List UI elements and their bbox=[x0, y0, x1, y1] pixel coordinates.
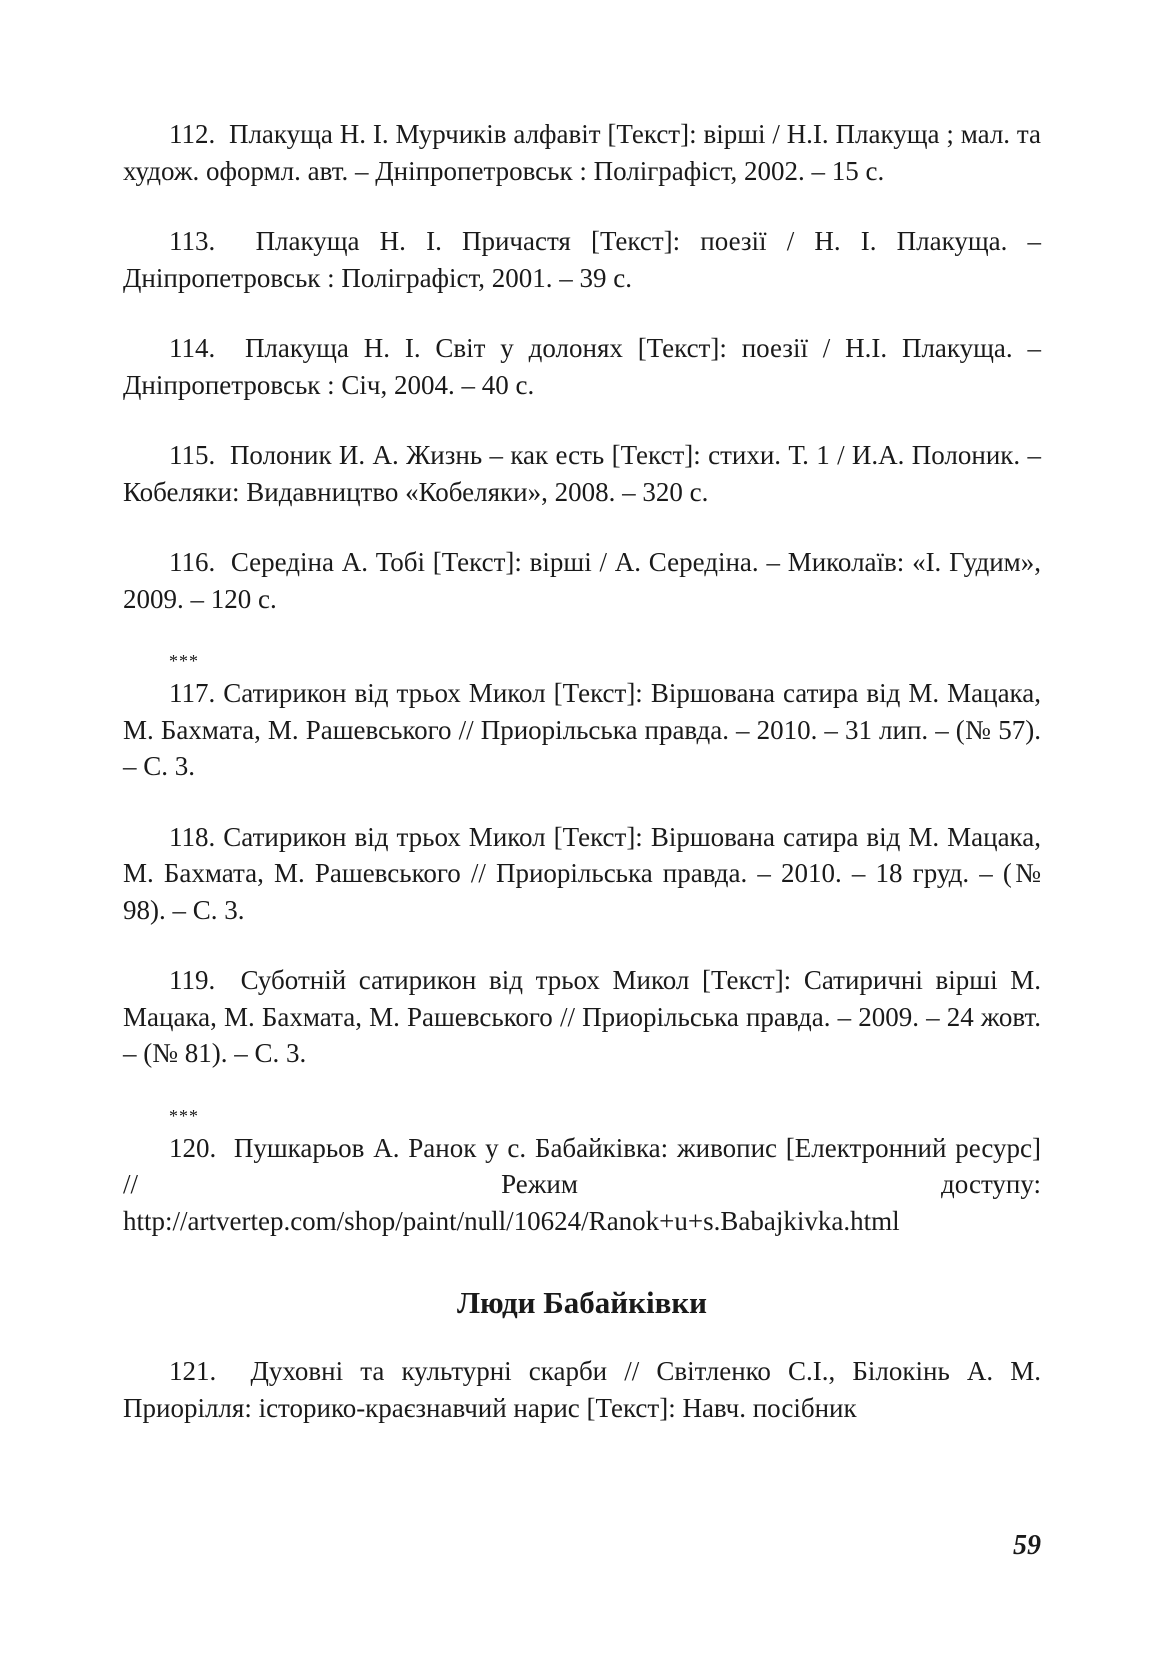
entry-text: Плакуща Н. І. Причастя [Текст]: поезії / Н. І. Плакуща. – Дніпропетровськ : Поліграфіст, 2001. – 39 с. bbox=[123, 226, 1042, 293]
bibliography-entry-116 bbox=[123, 544, 1041, 617]
bibliography-entry-118 bbox=[123, 819, 1041, 929]
entry-number: 115. bbox=[169, 440, 216, 470]
entry-text: Сатирикон від трьох Микол [Текст]: Віршована сатира від М. Мацака, М. Бахмата, М. Рашевського // Приорільська правда. – 2010. – 31 лип. – (№ 57). – С. 3. bbox=[123, 678, 1041, 781]
bibliography-entry-113 bbox=[123, 223, 1041, 296]
document-page bbox=[123, 116, 1041, 1426]
entry-text: Духовні та культурні скарби // Світленко С.І., Білокінь А. М. Приорілля: історико-краєзнавчий нарис [Текст]: Навч. посібник bbox=[123, 1356, 1041, 1423]
page-number: 59 bbox=[1013, 1530, 1041, 1561]
entry-text: Сатирикон від трьох Микол [Текст]: Віршована сатира від М. Мацака, М. Бахмата, М. Рашевського // Приорільська правда. – 2010. – 18 груд. – (№ 98). – С. 3. bbox=[123, 821, 1041, 925]
entry-number: 117. bbox=[169, 678, 216, 708]
entry-number: 119. bbox=[169, 965, 216, 995]
entry-number: 116. bbox=[169, 547, 216, 577]
entry-text: Суботній сатирикон від трьох Микол [Текст]: Сатиричні вірші М. Мацака, М. Бахмата, М. Рашевського // Приорільська правда. – 2009. – 24 жовт. – (№ 81). – С. 3. bbox=[123, 965, 1041, 1068]
entry-number: 113. bbox=[169, 226, 216, 256]
section-separator: *** bbox=[169, 1105, 199, 1126]
bibliography-entry-117 bbox=[123, 675, 1041, 785]
bibliography-entry-120 bbox=[123, 1130, 1041, 1240]
entry-text: Полоник И. А. Жизнь – как есть [Текст]: стихи. Т. 1 / И.А. Полоник. – Кобеляки: Видавництво «Кобеляки», 2008. – 320 с. bbox=[123, 440, 1041, 507]
bibliography-entry-112 bbox=[123, 116, 1041, 189]
entry-number: 112. bbox=[169, 119, 216, 149]
entry-text: Плакуща Н. І. Мурчиків алфавіт [Текст]: вірші / Н.І. Плакуща ; мал. та худож. оформл. авт. – Дніпропетровськ : Поліграфіст, 2002. – 15 с. bbox=[123, 119, 1042, 186]
entry-number: 118. bbox=[169, 821, 216, 852]
section-separator: *** bbox=[169, 651, 199, 671]
entry-number: 120. bbox=[169, 1132, 217, 1163]
entry-text: Середіна А. Тобі [Текст]: вірші / А. Середіна. – Миколаїв: «І. Гудим», 2009. – 120 с. bbox=[123, 547, 1041, 614]
bibliography-entry-119 bbox=[123, 962, 1041, 1072]
bibliography-entry-114 bbox=[123, 330, 1041, 403]
bibliography-entry-121 bbox=[123, 1353, 1041, 1426]
section-title: Люди Бабайківки bbox=[456, 1285, 708, 1320]
entry-text: Плакуща Н. І. Світ у долонях [Текст]: поезії / Н.І. Плакуща. – Дніпропетровськ : Січ, 2004. – 40 с. bbox=[123, 333, 1042, 400]
entry-number: 114. bbox=[169, 333, 216, 363]
entry-text: Пушкарьов А. Ранок у с. Бабайківка: живопис [Електронний ресурс] // Режим доступу: http://artvertep.com/shop/paint/null/10624/Ranok+u+s.Babajkivka.html bbox=[123, 1132, 1041, 1236]
entry-number: 121. bbox=[169, 1356, 217, 1386]
bibliography-entry-115 bbox=[123, 437, 1041, 510]
